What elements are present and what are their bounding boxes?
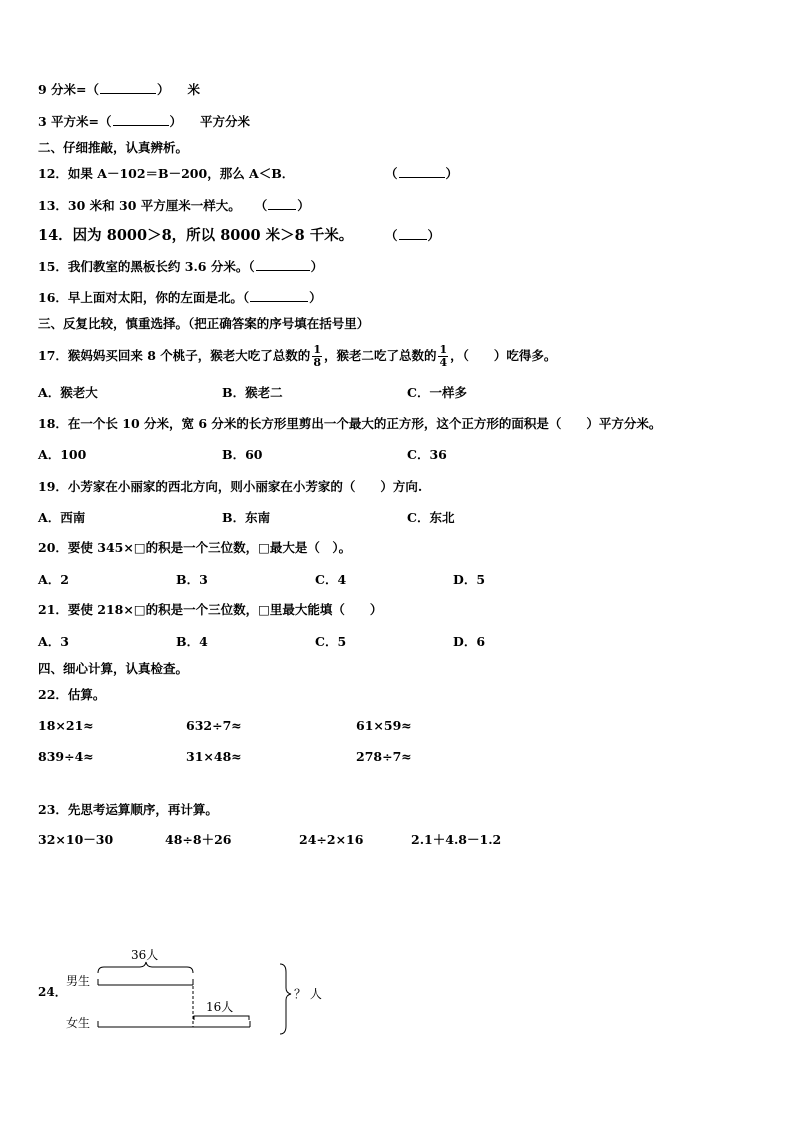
answer-blank[interactable] xyxy=(113,114,169,126)
question-21: 21．要使 218×□的积是一个三位数，□里最大能填（ ） xyxy=(38,602,383,617)
question-12: 12．如果 A－102＝B－200，那么 A＜B． （ ） xyxy=(38,166,459,181)
question-17: 17．猴妈妈买回来 8 个桃子，猴老大吃了总数的 $\frac{1}{8}$ ，猴老二吃了总数的 $\frac{1}{4}$ ，（ ）吃得多。 xyxy=(38,343,557,369)
q17-option-b[interactable]: B．猴老二 xyxy=(222,385,283,400)
estimate-item: 31×48≈ xyxy=(186,749,242,764)
answer-blank[interactable] xyxy=(100,82,156,94)
total-label: ？ 人 xyxy=(294,987,322,1001)
fraction-one-eighth: $\frac{1}{8}$ xyxy=(313,343,321,369)
estimate-item: 278÷7≈ xyxy=(356,749,412,764)
section-3-heading: 三、反复比较，慎重选择。（把正确答案的序号填在括号里） xyxy=(38,316,370,331)
q20-option-d[interactable]: D．5 xyxy=(453,572,486,587)
question-16: 16．早上面对太阳，你的左面是北。（ ） xyxy=(38,290,322,305)
q18-option-c[interactable]: C．36 xyxy=(407,447,447,462)
q17-option-c[interactable]: C．一样多 xyxy=(407,385,467,400)
estimate-item: 839÷4≈ xyxy=(38,749,94,764)
q20-option-b[interactable]: B．3 xyxy=(176,572,208,587)
q19-option-b[interactable]: B．东南 xyxy=(222,510,271,525)
q21-option-a[interactable]: A．3 xyxy=(38,634,69,649)
q21-option-b[interactable]: B．4 xyxy=(176,634,208,649)
girls-label: 女生 xyxy=(66,1016,91,1030)
q18-option-a[interactable]: A．100 xyxy=(38,447,87,462)
calc-item: 2.1＋4.8－1.2 xyxy=(411,832,502,847)
estimate-item: 632÷7≈ xyxy=(186,718,242,733)
question-22: 22．估算。 xyxy=(38,687,106,702)
estimate-item: 61×59≈ xyxy=(356,718,412,733)
answer-blank[interactable] xyxy=(399,166,445,178)
q19-option-c[interactable]: C．东北 xyxy=(407,510,455,525)
boys-brace xyxy=(98,962,193,973)
q18-option-b[interactable]: B．60 xyxy=(222,447,263,462)
fraction-one-quarter: $\frac{1}{4}$ xyxy=(439,343,448,369)
difference-bracket xyxy=(194,1016,249,1020)
answer-blank[interactable] xyxy=(250,290,308,302)
q21-option-c[interactable]: C．5 xyxy=(315,634,347,649)
answer-blank[interactable] xyxy=(268,198,296,210)
conversion-line-2: 3 平方米=（ ） 平方分米 xyxy=(38,114,251,129)
calc-item: 32×10－30 xyxy=(38,832,114,847)
total-brace xyxy=(280,964,291,1034)
question-23: 23．先思考运算顺序，再计算。 xyxy=(38,802,218,817)
q24-segment-diagram xyxy=(0,930,400,1050)
boys-label: 男生 xyxy=(66,974,91,988)
section-2-heading: 二、仔细推敲，认真辨析。 xyxy=(38,140,189,155)
question-19: 19．小芳家在小丽家的西北方向，则小丽家在小芳家的（ ）方向. xyxy=(38,479,423,494)
answer-blank[interactable] xyxy=(399,228,427,240)
calc-item: 24÷2×16 xyxy=(299,832,364,847)
estimate-item: 18×21≈ xyxy=(38,718,94,733)
question-15: 15．我们教室的黑板长约 3.6 分米。（ ） xyxy=(38,259,324,274)
boys-count-label: 36人 xyxy=(131,948,159,962)
answer-blank[interactable] xyxy=(256,259,310,271)
question-14: 14．因为 8000＞8，所以 8000 米＞8 千米。 （ ） xyxy=(38,227,441,244)
q19-option-a[interactable]: A．西南 xyxy=(38,510,86,525)
section-4-heading: 四、细心计算，认真检查。 xyxy=(38,661,189,676)
question-18: 18．在一个长 10 分米，宽 6 分米的长方形里剪出一个最大的正方形，这个正方形的面积是（ ）平方分米。 xyxy=(38,416,662,431)
q20-option-c[interactable]: C．4 xyxy=(315,572,347,587)
conversion-line-1: 9 分米=（ ） 米 xyxy=(38,82,201,97)
q21-option-d[interactable]: D．6 xyxy=(453,634,486,649)
question-13: 13．30 米和 30 平方厘米一样大。 （ ） xyxy=(38,198,310,213)
calc-item: 48÷8＋26 xyxy=(165,832,232,847)
q20-option-a[interactable]: A．2 xyxy=(38,572,69,587)
q17-option-a[interactable]: A．猴老大 xyxy=(38,385,98,400)
difference-label: 16人 xyxy=(206,1000,234,1014)
question-20: 20．要使 345×□的积是一个三位数，□最大是（ ）。 xyxy=(38,540,352,555)
q24-number: 24． xyxy=(38,985,67,999)
